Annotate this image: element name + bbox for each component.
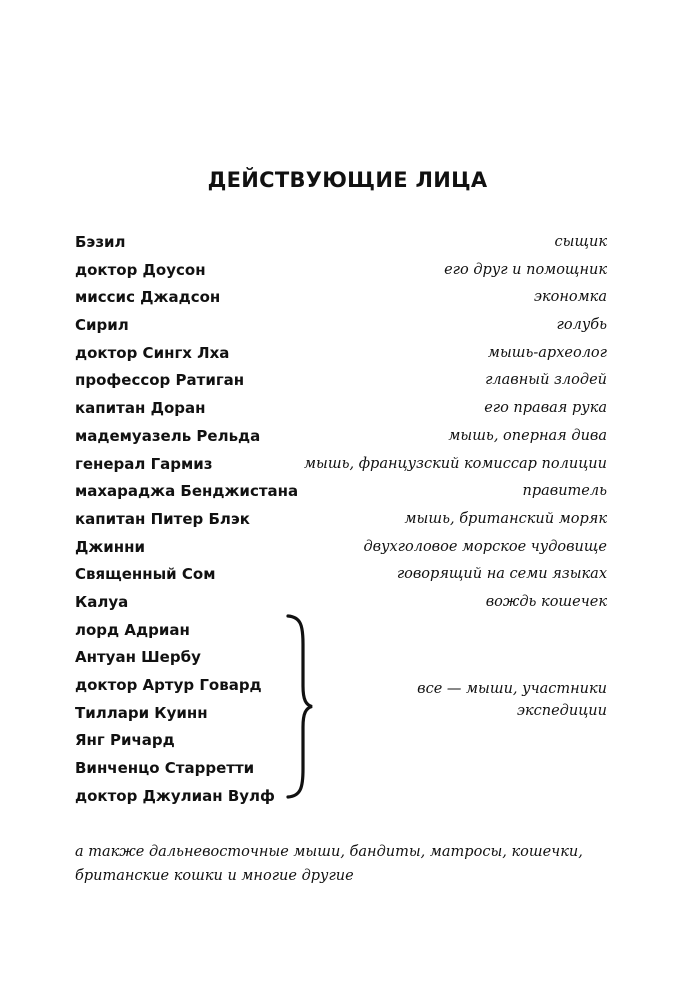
character-role: голубь — [556, 317, 607, 334]
character-role: сыщик — [554, 234, 607, 250]
character-role: экономка — [533, 289, 607, 306]
character-role: главный злодей — [485, 372, 607, 389]
character-name: капитан Питер Блэк — [75, 509, 250, 528]
character-name: Бэзил — [75, 233, 126, 251]
expedition-role-line: экспедиции — [516, 702, 607, 719]
character-name: доктор Доусон — [75, 260, 206, 279]
footer-line: британские кошки и многие другие — [75, 868, 354, 884]
expedition-role-line: все — мыши, участники — [417, 680, 607, 697]
cast-row — [75, 370, 607, 398]
expedition-member — [75, 786, 607, 814]
character-role: мышь, французский комиссар полиции — [304, 455, 607, 472]
character-name: махараджа Бенджистана — [75, 482, 299, 501]
character-name: доктор Артур Говард — [75, 676, 262, 694]
cast-row — [75, 287, 607, 315]
cast-row — [75, 426, 607, 454]
cast-row — [75, 232, 607, 260]
character-name: профессор Ратиган — [75, 371, 245, 390]
cast-row — [75, 564, 607, 592]
character-role: двухголовое морское чудовище — [363, 538, 607, 555]
character-name: Винченцо Старретти — [75, 759, 255, 778]
expedition-member — [75, 647, 607, 675]
cast-row — [75, 398, 607, 426]
footer-line: а также дальневосточные мыши, бандиты, матросы, кошечки, — [75, 844, 583, 860]
expedition-member — [75, 758, 607, 786]
character-name: миссис Джадсон — [75, 288, 221, 307]
character-role: его правая рука — [484, 400, 607, 417]
character-role: правитель — [522, 483, 607, 500]
character-name: лорд Адриан — [75, 620, 190, 639]
character-name: Калуа — [75, 592, 129, 611]
cast-row — [75, 454, 607, 482]
character-name: мадемуазель Рельда — [75, 426, 261, 445]
cast-row — [75, 592, 607, 620]
character-name: Сирил — [75, 316, 129, 335]
character-name: капитан Доран — [75, 399, 206, 418]
character-role: его друг и помощник — [444, 261, 607, 278]
character-name: Джинни — [75, 537, 146, 556]
character-name: доктор Сингх Лха — [75, 343, 230, 362]
character-name: Тиллари Куинн — [75, 703, 208, 722]
cast-list — [75, 232, 607, 813]
cast-row — [75, 481, 607, 509]
character-role: говорящий на семи языках — [396, 566, 607, 583]
character-name: Священный Сом — [75, 565, 216, 584]
expedition-group — [75, 620, 607, 814]
character-role: вождь кошечек — [485, 593, 607, 610]
cast-row — [75, 509, 607, 537]
expedition-member — [75, 730, 607, 758]
cast-row — [75, 315, 607, 343]
expedition-role — [417, 678, 607, 722]
cast-row — [75, 260, 607, 288]
cast-row — [75, 343, 607, 371]
character-name: генерал Гармиз — [75, 454, 213, 473]
page-title: ДЕЙСТВУЮЩИЕ ЛИЦА — [207, 168, 488, 192]
character-role: мышь, британский моряк — [404, 510, 607, 527]
character-name: Янг Ричард — [75, 731, 175, 750]
character-name: доктор Джулиан Вулф — [75, 786, 275, 805]
character-role: мышь-археолог — [487, 344, 607, 361]
expedition-member — [75, 620, 607, 648]
character-role: мышь, оперная дива — [448, 427, 607, 444]
character-name: Антуан Шербу — [75, 648, 201, 667]
cast-row — [75, 537, 607, 565]
footer-note — [75, 840, 615, 888]
